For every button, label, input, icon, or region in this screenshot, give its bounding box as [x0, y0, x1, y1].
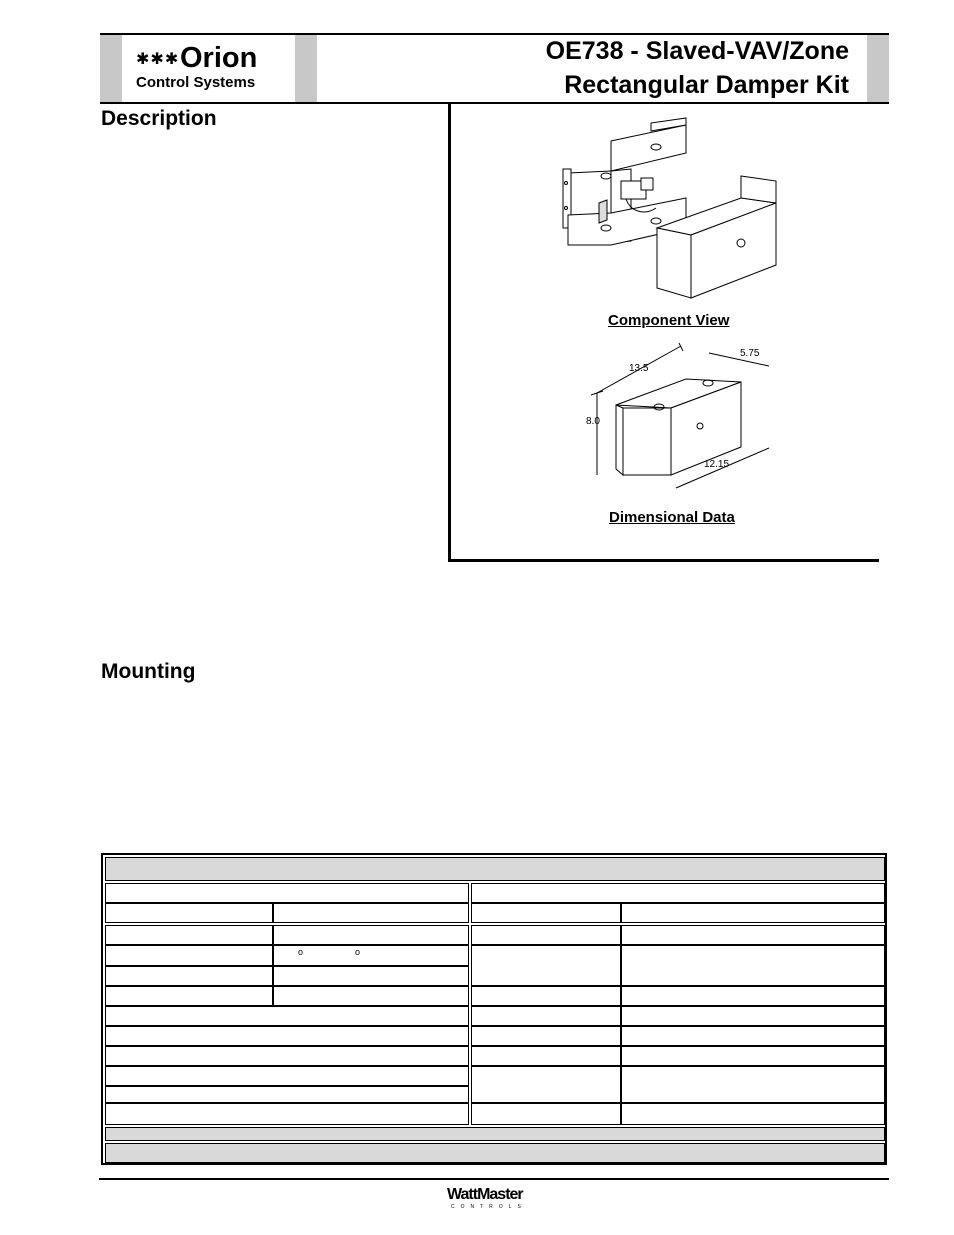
- table-row: [105, 1046, 469, 1066]
- table-row: [471, 903, 621, 923]
- table-row: [621, 945, 885, 986]
- page-title-line2: Rectangular Damper Kit: [564, 71, 849, 99]
- table-row: [621, 986, 885, 1006]
- degree-mark: o: [298, 947, 304, 957]
- table-row: [105, 1103, 469, 1125]
- description-heading: Description: [101, 107, 217, 130]
- table-row: [105, 925, 273, 945]
- footer-divider: [99, 1178, 889, 1180]
- table-footer-row: [105, 1127, 885, 1141]
- table-row: [621, 1046, 885, 1066]
- component-view-caption: Component View: [608, 312, 730, 329]
- table-row: [273, 903, 469, 923]
- logo-subtitle: Control Systems: [136, 74, 256, 91]
- component-view-drawing: [451, 103, 879, 559]
- dim-width: 5.75: [740, 348, 760, 359]
- orion-logo: [122, 35, 295, 102]
- table-row: [471, 1006, 621, 1026]
- temperature-range-cell: [273, 945, 469, 966]
- mounting-heading: Mounting: [101, 660, 196, 683]
- logo-stars-icon: ✱✱✱: [136, 51, 180, 68]
- dimensional-box-drawing: [591, 343, 769, 488]
- header-accent-right: [867, 35, 889, 102]
- table-row: [471, 945, 621, 986]
- table-row: [471, 1066, 621, 1103]
- table-row: [621, 1006, 885, 1026]
- table-row: [273, 966, 469, 986]
- dim-height: 8.0: [586, 416, 600, 427]
- page-title-line1: OE738 - Slaved-VAV/Zone: [545, 37, 849, 65]
- table-row: [105, 1086, 469, 1103]
- table-row: [471, 925, 621, 945]
- degree-mark: o: [355, 947, 361, 957]
- table-row: [105, 966, 273, 986]
- dim-depth: 12.15: [704, 459, 730, 470]
- wattmaster-logo-sub: CONTROLS: [451, 1204, 527, 1210]
- table-row: [105, 903, 273, 923]
- dim-length: 13.5: [629, 363, 649, 374]
- table-title-row: [105, 857, 885, 881]
- header-accent-left: [100, 35, 122, 102]
- wattmaster-logo: WattMaster: [447, 1186, 523, 1203]
- table-row: [273, 925, 469, 945]
- table-row: [621, 903, 885, 923]
- table-footer-row: [105, 1143, 885, 1163]
- table-row: [105, 945, 273, 966]
- header-accent-mid: [295, 35, 317, 102]
- right-section-header: [471, 883, 885, 903]
- left-section-header: [105, 883, 469, 903]
- table-row: [621, 1103, 885, 1125]
- table-row: [471, 1026, 621, 1046]
- table-row: [621, 1066, 885, 1103]
- table-row: [471, 1103, 621, 1125]
- table-row: [105, 986, 273, 1006]
- figure-box: [448, 103, 879, 562]
- table-row: [105, 1026, 469, 1046]
- table-row: [471, 986, 621, 1006]
- header-bar: [100, 33, 889, 104]
- table-row: [621, 1026, 885, 1046]
- specifications-table: [101, 853, 887, 1165]
- table-row: [471, 1046, 621, 1066]
- dimensional-data-caption: Dimensional Data: [609, 509, 735, 526]
- table-row: [621, 925, 885, 945]
- table-row: [105, 1006, 469, 1026]
- table-row: [105, 1066, 469, 1086]
- logo-name: Orion: [180, 42, 258, 74]
- table-row: [273, 986, 469, 1006]
- damper-cover-drawing: [657, 176, 776, 298]
